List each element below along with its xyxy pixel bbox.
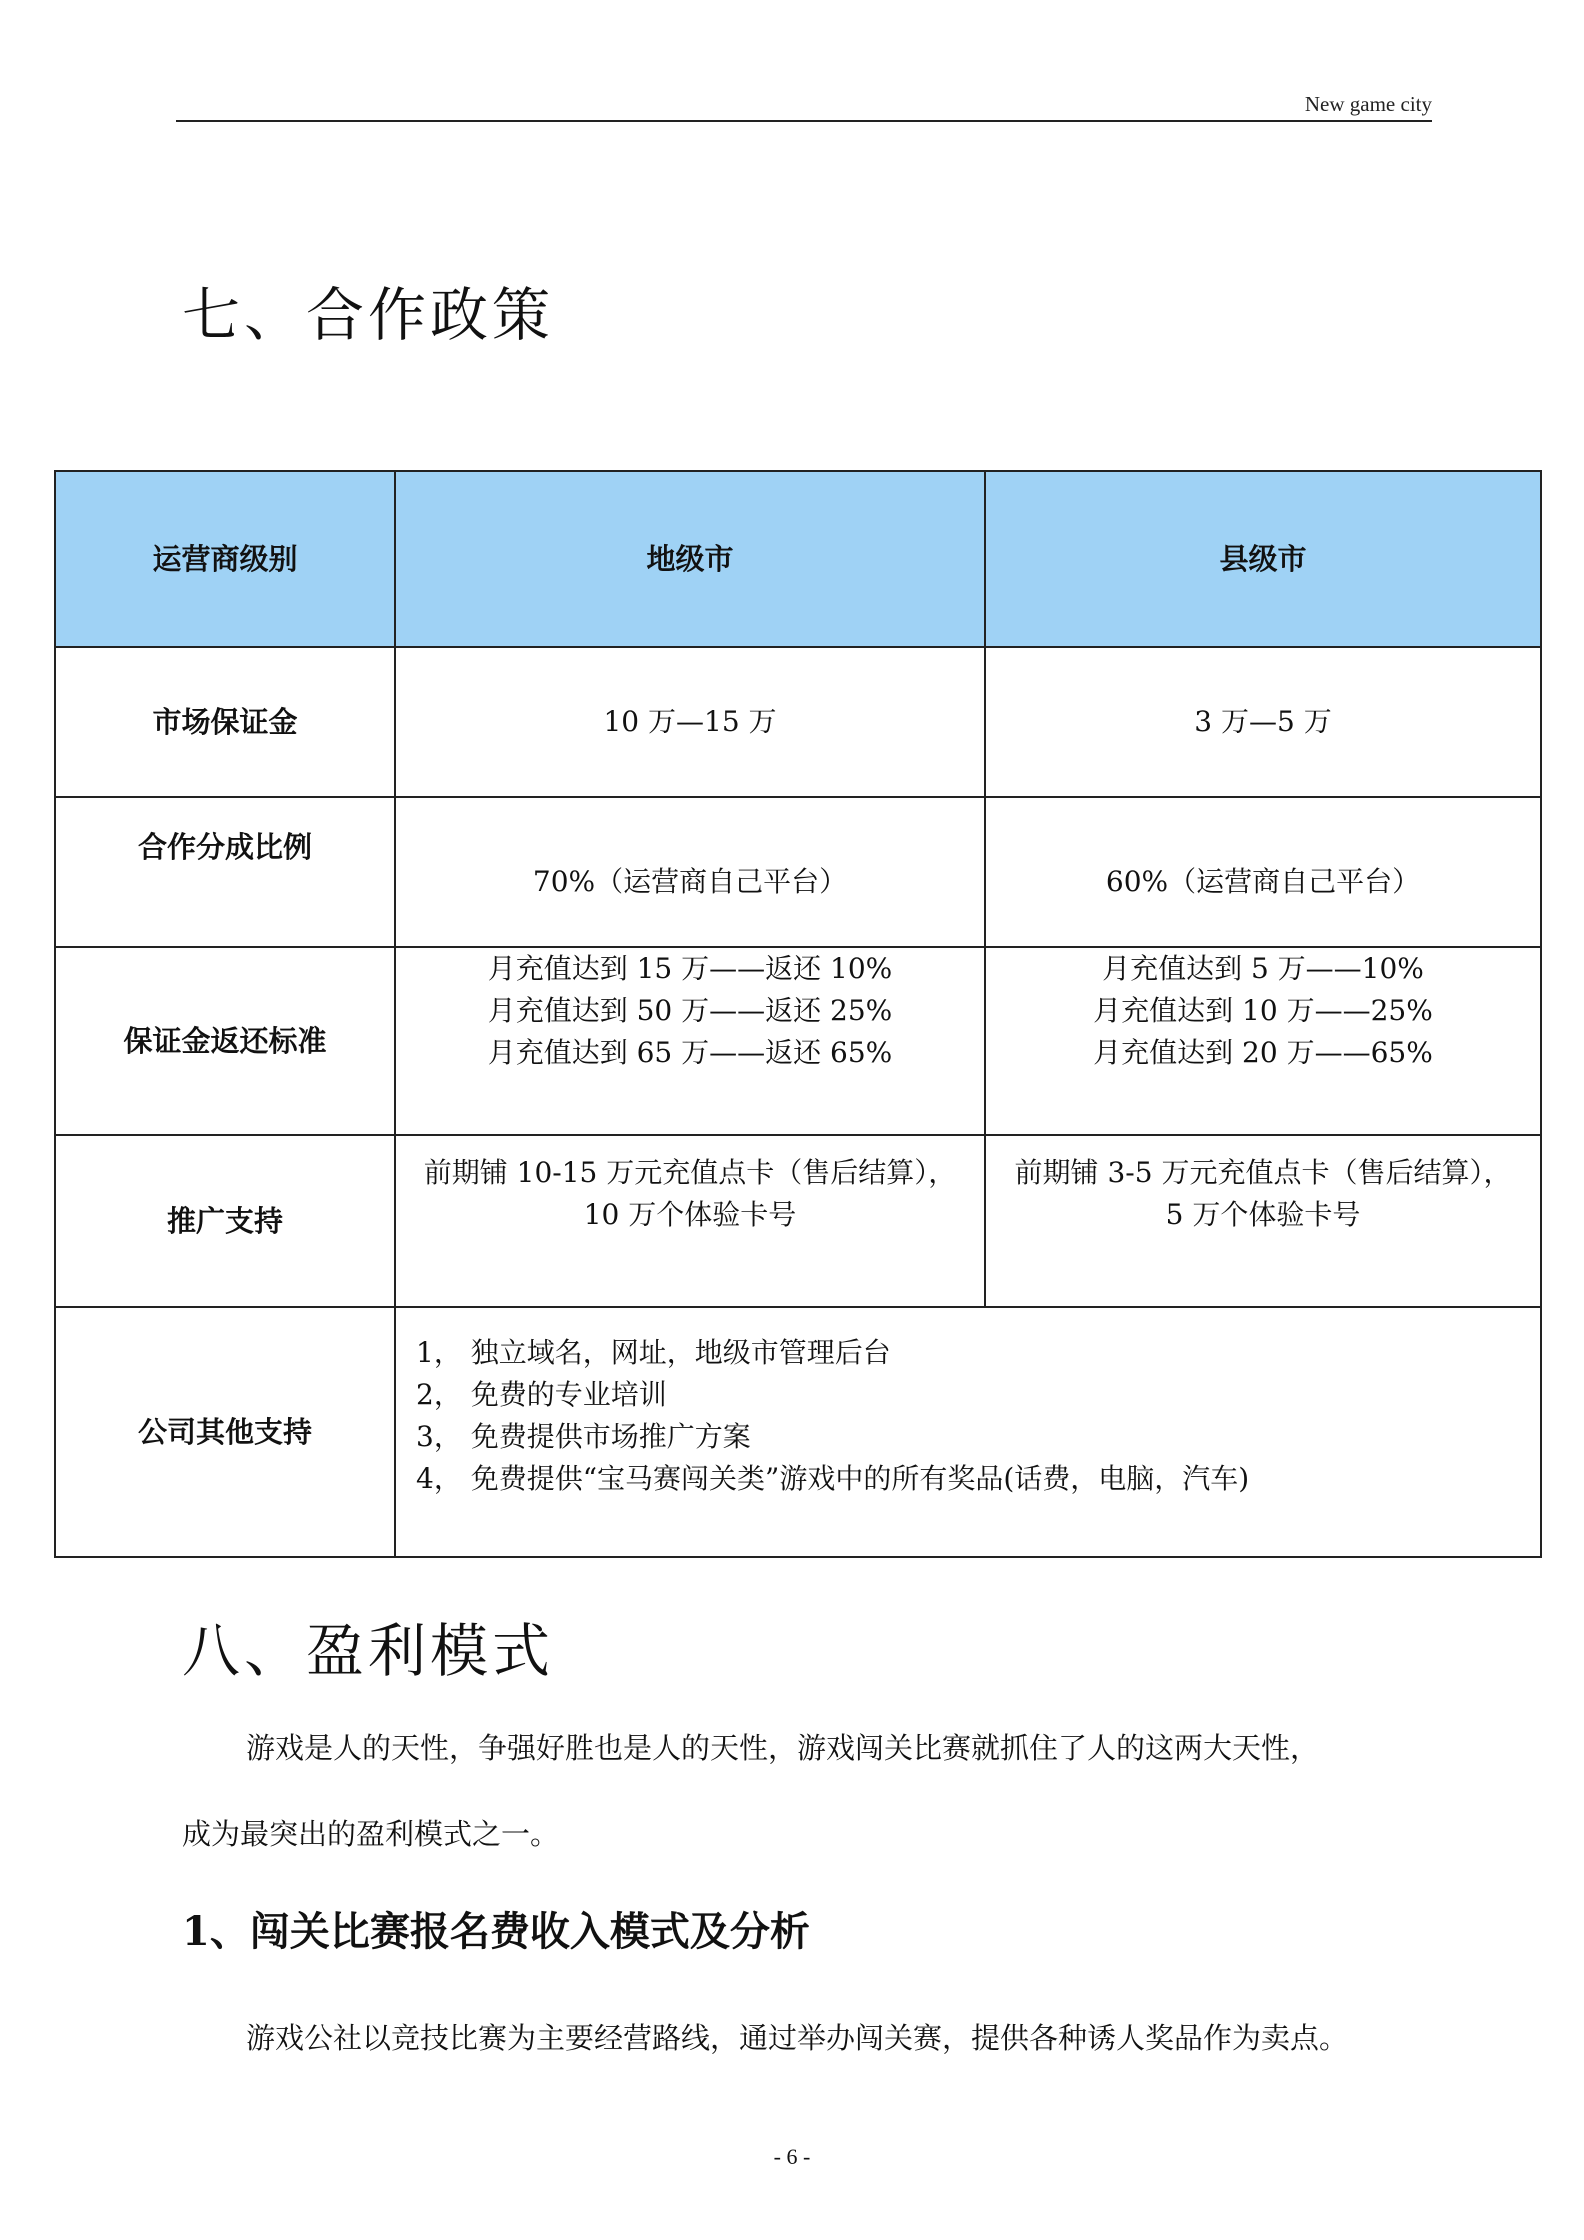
support-item: 3， 免费提供市场推广方案 [416,1420,751,1453]
header-cell-level: 运营商级别 [55,471,395,647]
cell-line: 前期铺 10-15 万元充值点卡（售后结算）， [423,1156,957,1189]
cell-other-support [395,1307,1541,1557]
support-item: 2， 免费的专业培训 [416,1378,667,1411]
cell-city [395,797,985,947]
header-cell-county: 县级市 [985,471,1541,647]
subsection-paragraph: 游戏公社以竞技比赛为主要经营路线，通过举办闯关赛，提供各种诱人奖品作为卖点。 [246,2021,1349,2055]
cell-county [985,947,1541,1135]
running-header: New game city [1304,92,1432,116]
header-divider [176,120,1432,122]
table-row [55,797,1541,947]
cell-line: 10 万个体验卡号 [583,1198,797,1231]
header-cell-city: 地级市 [395,471,985,647]
table-row [55,947,1541,1135]
support-item: 4， 免费提供“宝马赛闯关类”游戏中的所有奖品(话费，电脑，汽车) [416,1462,1250,1495]
section-title-profit: 八、盈利模式 [182,1617,555,1685]
cell-line: 前期铺 3-5 万元充值点卡（售后结算）， [1014,1156,1512,1189]
cell-county [985,1135,1541,1307]
section-title-cooperation: 七、合作政策 [182,281,555,349]
table-row [55,647,1541,797]
row-label: 市场保证金 [55,647,395,797]
row-label: 推广支持 [55,1135,395,1307]
cell-line: 3 万—5 万 [1194,705,1332,738]
cell-line: 月充值达到 65 万——返还 65% [487,1036,893,1069]
row-label: 公司其他支持 [55,1307,395,1557]
cell-line: 70%（运营商自己平台） [532,865,848,898]
cell-city [395,947,985,1135]
cell-county [985,797,1541,947]
table-row [55,1307,1541,1557]
cell-line: 月充值达到 5 万——10% [1102,952,1424,985]
row-label: 保证金返还标准 [55,947,395,1135]
cell-line: 60%（运营商自己平台） [1105,865,1421,898]
table-header-row [55,471,1541,647]
cell-city [395,647,985,797]
cell-line: 5 万个体验卡号 [1165,1198,1361,1231]
support-item: 1， 独立域名，网址，地级市管理后台 [416,1336,891,1369]
cell-line: 月充值达到 20 万——65% [1093,1036,1433,1069]
table-row [55,1135,1541,1307]
cell-city [395,1135,985,1307]
profit-paragraph-line-2: 成为最突出的盈利模式之一。 [182,1817,560,1851]
cell-line: 月充值达到 15 万——返还 10% [487,952,893,985]
cell-line: 月充值达到 10 万——25% [1093,994,1433,1027]
cell-line: 月充值达到 50 万——返还 25% [487,994,893,1027]
policy-table [54,470,1542,1558]
page-number: - 6 - [773,2144,811,2169]
profit-paragraph-line-1: 游戏是人的天性，争强好胜也是人的天性，游戏闯关比赛就抓住了人的这两大天性， [246,1731,1320,1765]
cell-county [985,647,1541,797]
cell-line: 10 万—15 万 [603,705,777,738]
row-label: 合作分成比例 [55,797,395,947]
subsection-title: 1、闯关比赛报名费收入模式及分析 [182,1908,810,1955]
